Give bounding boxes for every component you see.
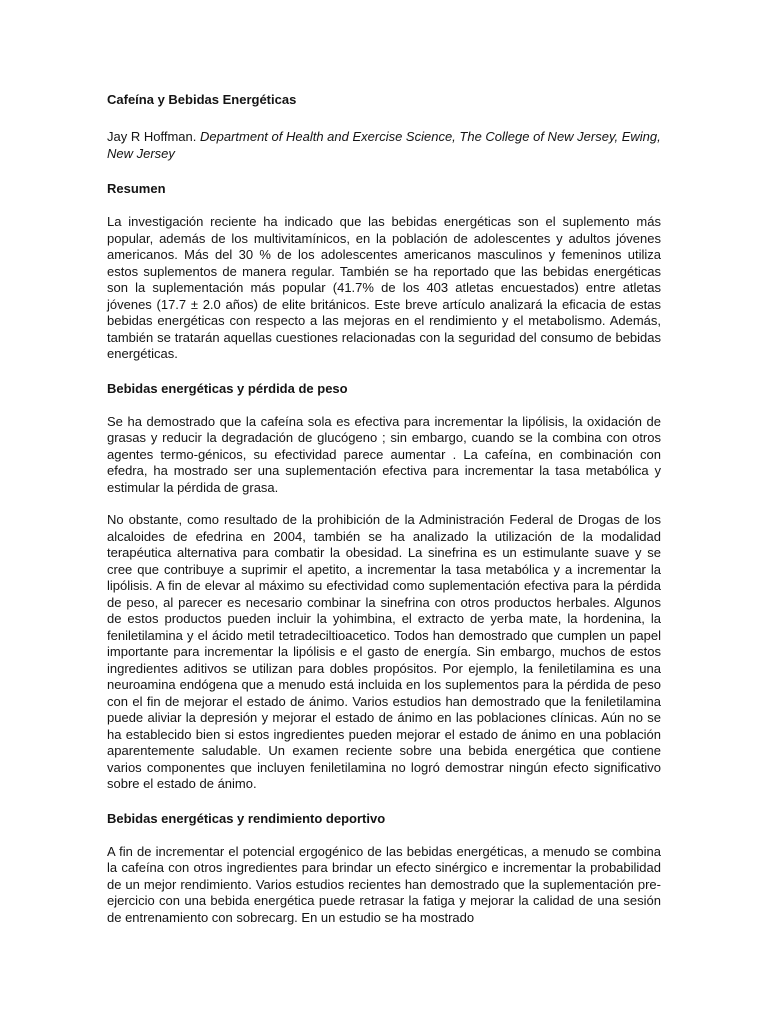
paragraph-rendimiento-deportivo: A fin de incrementar el potencial ergogénico de las bebidas energéticas, a menudo se combina la cafeína con otros ingredientes para brindar un efecto sinérgico e incrementar la probabilidad de un mejor rendimiento. Varios estudios recientes han demostrado que la suplementación pre-ejercicio con una bebida energética puede retrasar la fatiga y mejorar la calidad de una sesión de entrenamiento con sobrecarg. En un estudio se ha mostrado	[107, 843, 661, 925]
section-heading-resumen: Resumen	[107, 181, 166, 196]
paragraph-perdida-de-peso-2: No obstante, como resultado de la prohibición de la Administración Federal de Drogas de los alcaloides de efedrina en 2004, también se ha analizado la utilización de la modalidad terapéutica alternativa para combatir la obesidad. La sinefrina es un estimulante suave y se cree que contribuye a suprimir el apetito, a incrementar la tasa metabólica y a incrementar la lipólisis. A fin de elevar al máximo su efectividad como suplementación efectiva para la pérdida de peso, al parecer es necesario combinar la sinefrina con otros productos herbales. Algunos de estos productos pueden incluir la yohimbina, el extracto de yerba mate, la hordenina, la feniletilamina y el ácido metil tetradeciltioacetico. Todos han demostrado que cumplen un papel importante para incrementar la lipólisis e el gasto de energía. Sin embargo, muchos de estos ingredientes aditivos se utilizan para dobles propósitos. Por ejemplo, la feniletilamina es una neuroamina endógena que a menudo está incluida en los suplementos para la pérdida de peso con el fin de mejorar el estado de ánimo. Varios estudios han demostrado que la feniletilamina puede aliviar la depresión y mejorar el estado de ánimo en las poblaciones clínicas. Aún no se ha establecido bien si estos ingredientes pueden mejorar el estado de ánimo en una población aparentemente saludable. Un examen reciente sobre una bebida energética que contiene varios componentes que incluyen feniletilamina no logró demostrar ningún efecto significativo sobre el estado de ánimo.	[107, 512, 661, 791]
author-affiliation: Department of Health and Exercise Science, The College of New Jersey, Ewing, New Jersey	[107, 129, 661, 161]
author-name: Jay R Hoffman.	[107, 129, 197, 144]
section-heading-rendimiento-deportivo: Bebidas energéticas y rendimiento deportivo	[107, 810, 386, 826]
section-heading-perdida-de-peso: Bebidas energéticas y pérdida de peso	[107, 380, 348, 396]
paragraph-perdida-de-peso-1: Se ha demostrado que la cafeína sola es efectiva para incrementar la lipólisis, la oxidación de grasas y reducir la degradación de glucógeno ; sin embargo, cuando se la combina con otros agentes termo-génicos, su efectividad parece aumentar . La cafeína, en combinación con efedra, ha mostrado ser una suplementación efectiva para incrementar la tasa metabólica y estimular la pérdida de grasa.	[107, 413, 661, 495]
document-title: Cafeína y Bebidas Energéticas	[107, 92, 297, 107]
paragraph-resumen: La investigación reciente ha indicado que las bebidas energéticas son el suplemento más popular, además de los multivitamínicos, en la población de adolescentes y adultos jóvenes americanos. Más del 30 % de los adolescentes americanos masculinos y femeninos utiliza estos suplementos de manera regular. También se ha reportado que las bebidas energéticas son la suplementación más popular (41.7% de los 403 atletas encuestados) entre atletas jóvenes (17.7 ± 2.0 años) de elite británicos. Este breve artículo analizará la eficacia de estas bebidas energéticas con respecto a las mejoras en el rendimiento y el metabolismo. Además, también se tratarán aquellas cuestiones relacionadas con la seguridad del consumo de bebidas energéticas.	[107, 214, 661, 361]
document-page	[107, 91, 661, 926]
author-line	[107, 128, 661, 162]
